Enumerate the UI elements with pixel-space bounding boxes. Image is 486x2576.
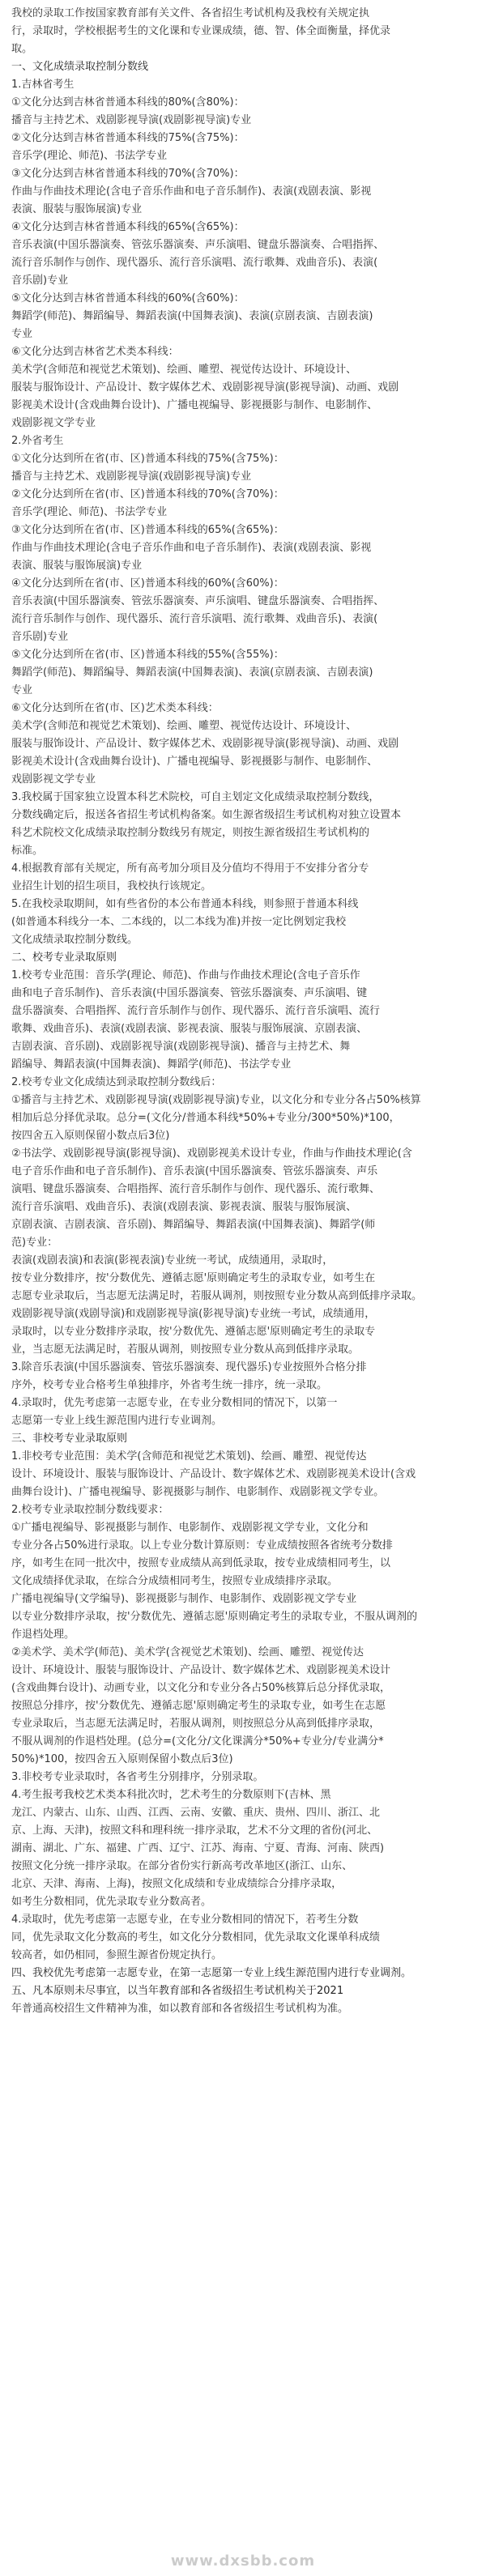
text-line: 服装与服饰设计、产品设计、数字媒体艺术、戏剧影视导演(影视导演)、动画、戏剧 — [11, 738, 399, 750]
text-line: 标准。 — [11, 845, 44, 857]
text-line: 志愿第一专业上线生源范围内进行专业调剂。 — [11, 1415, 223, 1427]
text-line: ⑤文化分达到吉林省普通本科线的60%(含60%)： — [11, 292, 245, 304]
text-line: 四、我校优先考虑第一志愿专业，在第一志愿第一专业上线生源范围内进行专业调剂。 — [11, 1967, 412, 1979]
text-line: 盘乐器演奏、合唱指挥、流行音乐制作与创作、现代器乐、流行音乐演唱、流行 — [11, 1005, 381, 1017]
text-line: 如考生分数相同，优先录取专业分数高者。 — [11, 1896, 212, 1908]
text-line: 3.非校考专业录取时，各省考生分别排序，分别录取。 — [11, 1771, 264, 1783]
text-line: ③文化分达到所在省(市、区)普通本科线的65%(含65%)： — [11, 524, 284, 536]
text-line: 流行音乐演唱、戏曲音乐)、表演(戏剧表演、影视表演、服装与服饰展演、 — [11, 1201, 357, 1213]
text-line: 专业 — [11, 684, 33, 696]
text-line: 美术学(含师范和视觉艺术策划)、绘画、雕塑、视觉传达设计、环境设计、 — [11, 364, 357, 376]
text-line: 文化成绩录取控制分数线。 — [11, 934, 139, 946]
text-line: 作曲与作曲技术理论(含电子音乐作曲和电子音乐制作)、表演(戏剧表演、影视 — [11, 185, 372, 198]
text-line: 4.根据教育部有关规定，所有高考加分项目及分值均不得用于不安排分省分专 — [11, 862, 369, 875]
text-line: 二、校考专业录取原则 — [11, 952, 117, 964]
text-line: 分数线确定后，报送各省招生考试机构备案。如生源省级招生考试机构对独立设置本 — [11, 809, 402, 821]
text-line: 业，当志愿无法满足时，若服从调剂，则按照专业分数从高到低排序录取。 — [11, 1343, 360, 1356]
text-line: 专业录取后，当志愿无法满足时，若服从调剂，则按照总分从高到低排序录取， — [11, 1718, 381, 1730]
text-line: 作曲与作曲技术理论(含电子音乐作曲和电子音乐制作)、表演(戏剧表演、影视 — [11, 542, 372, 554]
text-line: ②书法学、戏剧影视导演(影视导演)、戏剧影视美术设计专业，作曲与作曲技术理论(含 — [11, 1147, 412, 1160]
text-line: 4.考生报考我校艺术类本科批次时，艺术考生的分数原则下(吉林、黑 — [11, 1789, 331, 1801]
text-line: 音乐表演(中国乐器演奏、管弦乐器演奏、声乐演唱、键盘乐器演奏、合唱指挥、 — [11, 239, 385, 251]
text-line: 以专业分数排序录取，按'分数优先、遵循志愿'原则确定考生的录取专业，不服从调剂的 — [11, 1611, 418, 1623]
text-line: 4.录取时，优先考虑第一志愿专业，在专业分数相同的情况下，若考生分数 — [11, 1914, 359, 1926]
text-line: 按照文化分统一排序录取。在部分省份实行新高考改革地区(浙江、山东、 — [11, 1860, 353, 1872]
text-line: 序外，校考专业合格考生单独排序，外省考生统一排序，统一录取。 — [11, 1379, 328, 1391]
text-line: 音乐学(理论、师范)、书法学专业 — [11, 150, 168, 162]
text-line: ①文化分达到吉林省普通本科线的80%(含80%)： — [11, 96, 245, 109]
text-line: 播音与主持艺术、戏剧影视导演(戏剧影视导演)专业 — [11, 470, 252, 483]
text-line: 广播电视编导(文学编导)、影视摄影与制作、电影制作、戏剧影视文学专业 — [11, 1593, 357, 1605]
text-line: ②文化分达到吉林省普通本科线的75%(含75%)： — [11, 132, 245, 144]
text-line: 序，如考生在同一批次中，按照专业成绩从高到低录取，按专业成绩相同考生，以 — [11, 1557, 391, 1569]
text-line: 同，优先录取文化分数高的考生，如文化分分数相同，优先录取文化课单科成绩 — [11, 1931, 381, 1944]
text-line: 龙江、内蒙古、山东、山西、江西、云南、安徽、重庆、贵州、四川、浙江、北 — [11, 1807, 381, 1819]
text-line: 2.外省考生 — [11, 435, 64, 447]
text-line: ③文化分达到吉林省普通本科线的70%(含70%)： — [11, 168, 245, 180]
text-line: 表演(戏剧表演)和表演(影视表演)专业统一考试，成绩通用，录取时， — [11, 1254, 334, 1267]
text-line: ①文化分达到所在省(市、区)普通本科线的75%(含75%)： — [11, 453, 284, 465]
text-line: (如普通本科线分一本、二本线的，以二本线为准)并按一定比例划定我校 — [11, 916, 347, 928]
text-line: 作退档处理。 — [11, 1629, 75, 1641]
document-body — [11, 5, 475, 2018]
text-line: 流行音乐制作与创作、现代器乐、流行音乐演唱、流行歌舞、戏曲音乐)、表演( — [11, 257, 378, 269]
text-line: 年普通高校招生文件精神为准，如以教育部和各省级招生考试机构为准。 — [11, 2003, 349, 2015]
text-line: 三、非校考专业录取原则 — [11, 1433, 128, 1445]
text-line: 录取时，以专业分数排序录取，按'分数优先、遵循志愿'原则确定考生的录取专 — [11, 1326, 376, 1338]
text-line: 我校的录取工作按国家教育部有关文件、各省招生考试机构及我校有关规定执 — [11, 7, 370, 19]
text-line: 3.除音乐表演(中国乐器演奏、管弦乐器演奏、现代器乐)专业按照外合格分排 — [11, 1361, 367, 1373]
text-line: 范)专业： — [11, 1237, 58, 1249]
text-line: 美术学(含师范和视觉艺术策划)、绘画、雕塑、视觉传达设计、环境设计、 — [11, 720, 357, 732]
text-line: 播音与主持艺术、戏剧影视导演(戏剧影视导演)专业 — [11, 114, 252, 126]
text-line: 文化成绩择优录取，在综合分成绩相同考生，按照专业成绩排序录取。 — [11, 1575, 339, 1587]
text-line: 五、凡本原则未尽事宜，以当年教育部和各省级招生考试机构关于2021 — [11, 1985, 344, 1997]
text-line: 表演、服装与服饰展演)专业 — [11, 203, 143, 215]
text-line: 50%)*100，按四舍五入原则保留小数点后3位) — [11, 1753, 233, 1765]
text-line: ②美术学、美术学(师范)、美术学(含视觉艺术策划)、绘画、雕塑、视觉传达 — [11, 1646, 364, 1658]
text-line: 取。 — [11, 43, 33, 55]
text-line: 音乐剧)专业 — [11, 631, 69, 643]
text-line: 表演、服装与服饰展演)专业 — [11, 560, 143, 572]
text-line: 一、文化成绩录取控制分数线 — [11, 61, 149, 73]
text-line: ①播音与主持艺术、戏剧影视导演(戏剧影视导演)专业，以文化分和专业分各占50%核算 — [11, 1094, 421, 1106]
text-line: 戏剧影视文学专业 — [11, 417, 96, 429]
text-line: 志愿专业录取后，当志愿无法满足时，若服从调剂，则按照专业分数从高到低排序录取。 — [11, 1290, 423, 1302]
text-line: 京剧表演、吉剧表演、音乐剧)、舞蹈编导、舞蹈表演(中国舞表演)、舞蹈学(师 — [11, 1219, 376, 1231]
text-line: ①广播电视编导、影视摄影与制作、电影制作、戏剧影视文学专业，文化分和 — [11, 1522, 369, 1534]
text-line: ⑤文化分达到所在省(市、区)普通本科线的55%(含55%)： — [11, 649, 284, 661]
text-line: 北京、天津、海南、上海)，按照文化成绩和专业成绩综合分排序录取， — [11, 1878, 343, 1890]
text-line: 湖南、湖北、广东、福建、广西、辽宁、江苏、海南、宁夏、青海、河南、陕西) — [11, 1842, 385, 1854]
text-line: 设计、环境设计、服装与服饰设计、产品设计、数字媒体艺术、戏剧影视美术设计 — [11, 1664, 391, 1676]
text-line: 音乐学(理论、师范)、书法学专业 — [11, 506, 168, 518]
text-line: 较高者，如仍相同，参照生源省份规定执行。 — [11, 1949, 223, 1961]
text-line: (含戏曲舞台设计)、动画专业，以文化分和专业分各占50%核算后总分择优录取， — [11, 1682, 391, 1694]
text-line: 影视美术设计(含戏曲舞台设计)、广播电视编导、影视摄影与制作、电影制作、 — [11, 756, 378, 768]
text-line: ④文化分达到吉林省普通本科线的65%(含65%)： — [11, 221, 245, 233]
text-line: 3.我校属于国家独立设置本科艺术院校，可自主划定文化成绩录取控制分数线， — [11, 791, 380, 803]
text-line: 2.校考专业文化成绩达到录取控制分数线后： — [11, 1076, 222, 1088]
text-line: 舞蹈学(师范)、舞蹈编导、舞蹈表演(中国舞表演)、表演(京剧表演、吉剧表演) — [11, 310, 373, 322]
text-line: 相加后总分择优录取。总分=(文化分/普通本科线*50%+专业分/300*50%)*100， — [11, 1112, 400, 1124]
text-line: 5.在我校录取期间，如有些省份的本公布普通本科线，则参照于普通本科线 — [11, 898, 359, 910]
text-line: 电子音乐作曲和电子音乐制作)、音乐表演(中国乐器演奏、管弦乐器演奏、声乐 — [11, 1165, 378, 1177]
text-line: ⑥文化分达到所在省(市、区)艺术类本科线： — [11, 702, 219, 714]
watermark: www.dxsbb.com — [170, 2553, 316, 2570]
text-line: 戏剧影视文学专业 — [11, 773, 96, 786]
text-line: 1.校考专业范围：音乐学(理论、师范)、作曲与作曲技术理论(含电子音乐作 — [11, 969, 360, 981]
text-line: 音乐剧)专业 — [11, 275, 69, 287]
text-line: ②文化分达到所在省(市、区)普通本科线的70%(含70%)： — [11, 488, 284, 500]
text-line: 不服从调剂的作退档处理。(总分=(文化分/文化课满分*50%+专业分/专业满分* — [11, 1735, 384, 1748]
text-line: 曲舞台设计)、广播电视编导、影视摄影与制作、电影制作、戏剧影视文学专业。 — [11, 1486, 385, 1498]
text-line: 专业分各占50%进行录取。以上专业分数计算原则：专业成绩按照各省统考分数排 — [11, 1539, 393, 1552]
text-line: 按专业分数排序，按'分数优先、遵循志愿'原则确定考生的录取专业，如考生在 — [11, 1272, 376, 1284]
text-line: 按四舍五入原则保留小数点后3位) — [11, 1130, 170, 1142]
text-line: 舞蹈学(师范)、舞蹈编导、舞蹈表演(中国舞表演)、表演(京剧表演、吉剧表演) — [11, 666, 373, 679]
text-line: 音乐表演(中国乐器演奏、管弦乐器演奏、声乐演唱、键盘乐器演奏、合唱指挥、 — [11, 595, 385, 607]
text-line: 科艺术院校文化成绩录取控制分数线另有规定，则按生源省级招生考试机构的 — [11, 827, 370, 839]
text-line: 设计、环境设计、服装与服饰设计、产品设计、数字媒体艺术、戏剧影视美术设计(含戏 — [11, 1468, 416, 1480]
text-line: 京、上海、天津)，按照文科和理科统一排序录取，艺术不分文理的省份(河北、 — [11, 1824, 378, 1837]
text-line: 1.非校考专业范围：美术学(含师范和视觉艺术策划)、绘画、雕塑、视觉传达 — [11, 1450, 367, 1463]
text-line: 流行音乐制作与创作、现代器乐、流行音乐演唱、流行歌舞、戏曲音乐)、表演( — [11, 613, 378, 625]
text-line: 2.校考专业录取控制分数线要求： — [11, 1504, 169, 1516]
text-line: ④文化分达到所在省(市、区)普通本科线的60%(含60%)： — [11, 577, 284, 590]
text-line: 业招生计划的招生项目，我校执行该规定。 — [11, 880, 212, 892]
text-line: 歌舞、戏曲音乐)、表演(戏剧表演、影视表演、服装与服饰展演、京剧表演、 — [11, 1023, 368, 1035]
text-line: 影视美术设计(含戏曲舞台设计)、广播电视编导、影视摄影与制作、电影制作、 — [11, 399, 378, 411]
text-line: 专业 — [11, 328, 33, 340]
text-line: 蹈编导、舞蹈表演(中国舞表演)、舞蹈学(师范)、书法学专业 — [11, 1058, 292, 1071]
text-line: 行，录取时，学校根据考生的文化课和专业课成绩，德、智、体全面衡量，择优录 — [11, 25, 391, 37]
text-line: 按照总分排序，按'分数优先、遵循志愿'原则确定考生的录取专业，如考生在志愿 — [11, 1700, 386, 1712]
text-line: 1.吉林省考生 — [11, 79, 75, 91]
text-line: 戏剧影视导演(戏剧导演)和戏剧影视导演(影视导演)专业统一考试，成绩通用， — [11, 1308, 376, 1320]
text-line: ⑥文化分达到吉林省艺术类本科线： — [11, 346, 179, 358]
text-line: 演唱、键盘乐器演奏、合唱指挥、流行音乐制作与创作、现代器乐、流行歌舞、 — [11, 1183, 381, 1195]
text-line: 服装与服饰设计、产品设计、数字媒体艺术、戏剧影视导演(影视导演)、动画、戏剧 — [11, 381, 399, 394]
text-line: 曲和电子音乐制作)、音乐表演(中国乐器演奏、管弦乐器演奏、声乐演唱、键 — [11, 987, 368, 999]
text-line: 吉剧表演、音乐剧)、戏剧影视导演(戏剧影视导演)、播音与主持艺术、舞 — [11, 1041, 351, 1053]
text-line: 4.录取时，优先考虑第一志愿专业，在专业分数相同的情况下，以第一 — [11, 1397, 338, 1409]
